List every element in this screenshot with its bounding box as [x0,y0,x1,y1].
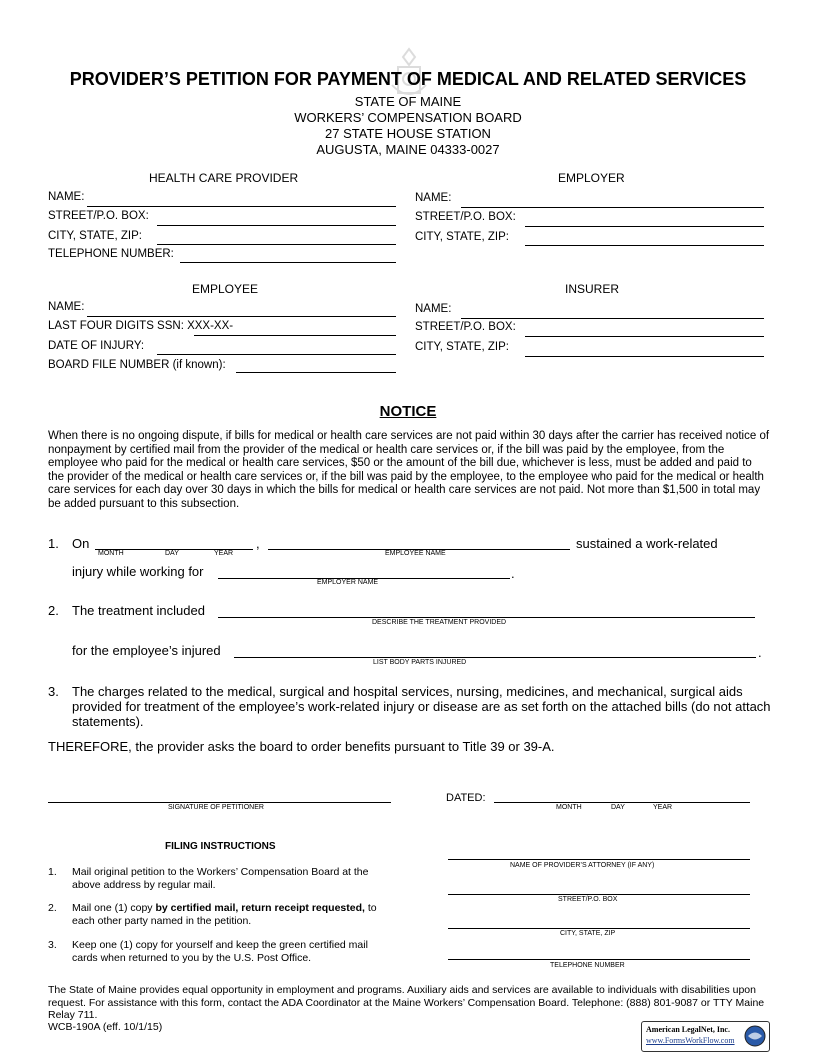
filing-item2-number: 2. [48,902,57,914]
filing-item1-text: Mail original petition to the Workers’ Compensation Board at the above address by regular mail. [72,866,369,891]
provider-phone-field[interactable] [180,262,396,263]
filing-item2-a: Mail one (1) copy [72,902,156,914]
filing-item3-text: Keep one (1) copy for yourself and keep the green certified mail cards when returned to you by the U.S. Post Office. [72,939,368,964]
agency-state: STATE OF MAINE [354,94,462,109]
employer-street-label: STREET/P.O. BOX: [415,211,516,223]
employee-board-field[interactable] [236,372,396,373]
filing-item2-bold: by certified mail, return receipt requested, [155,902,365,914]
employer-city-field[interactable] [525,245,764,246]
item1-period: . [511,566,515,581]
attorney-phone-caption: TELEPHONE NUMBER [550,962,625,969]
insurer-street-field[interactable] [525,336,764,337]
employee-heading: EMPLOYEE [192,282,259,296]
body-parts-field[interactable] [234,657,756,658]
provider-name-label: NAME: [48,191,85,203]
logo-line2: www.FormsWorkFlow.com [646,1036,735,1045]
signature-field[interactable] [48,802,391,803]
employee-name-field[interactable] [87,316,396,317]
notice-text: When there is no ongoing dispute, if bills for medical or health care services are not paid within 30 days after the carrier has received notice of nonpayment by certified mail from the provider of the medical or health care services or, if the bill was paid by the employee, from the employee who paid for the medical or health care services, $50 or the amount of the bill due, whichever is less, must be added and paid to the provider of the medical or health care services or, if the bill was paid by the employee, to the employee who paid for the medical or health care services for each day over 30 days in which the bills for medical or health care services are not paid. Not more than $1,500 in total may be added pursuant to this subsection. [48,430,770,510]
insurer-city-label: CITY, STATE, ZIP: [415,341,509,353]
footer-text: The State of Maine provides equal opportunity in employment and programs. Auxiliary aids and services are available to individuals with disabilities upon request. For assistance with this form, contact the ADA Coordinator at the Maine Workers’ Compensation Board. Telephone: (888) 801-9087 or TTY Maine Relay 711. [48,984,765,1021]
legalnet-logo [641,1021,770,1052]
item1-injury-working: injury while working for [72,564,204,579]
provider-street-field[interactable] [157,225,396,226]
filing-item3-number: 3. [48,939,57,951]
employer-heading: EMPLOYER [558,171,625,185]
dated-year-caption: YEAR [653,804,673,811]
form-title: PROVIDER’S PETITION FOR PAYMENT OF MEDICAL AND RELATED SERVICES [69,69,747,89]
notice-heading: NOTICE [379,403,437,420]
attorney-name-field[interactable] [448,859,750,860]
attorney-phone-field[interactable] [448,959,750,960]
item2-treatment: The treatment included [72,603,205,618]
agency-board: WORKERS’ COMPENSATION BOARD [294,110,522,125]
attorney-name-caption: NAME OF PROVIDER’S ATTORNEY (IF ANY) [510,862,655,869]
filing-heading: FILING INSTRUCTIONS [165,841,276,852]
item1-on: On [72,536,90,551]
filing-item2-text [72,902,382,927]
provider-heading: HEALTH CARE PROVIDER [149,171,299,185]
insurer-street-label: STREET/P.O. BOX: [415,321,516,333]
insurer-name-label: NAME: [415,303,452,315]
dated-month-caption: MONTH [556,804,582,811]
insurer-city-field[interactable] [525,356,764,357]
item1-comma: , [256,536,260,551]
agency-city: AUGUSTA, MAINE 04333-0027 [316,142,500,157]
provider-city-label: CITY, STATE, ZIP: [48,230,142,242]
dated-field[interactable] [494,802,750,803]
insurer-name-field[interactable] [461,318,764,319]
agency-station: 27 STATE HOUSE STATION [325,126,491,141]
employee-doi-field[interactable] [157,354,396,355]
employer-name-caption: EMPLOYER NAME [317,579,379,586]
describe-caption: DESCRIBE THE TREATMENT PROVIDED [372,619,507,626]
attorney-street-field[interactable] [448,894,750,895]
filing-item2-c: to each other party named in the petition. [72,902,377,927]
employee-board-label: BOARD FILE NUMBER (if known): [48,359,226,371]
employee-ssn-field[interactable] [194,335,396,336]
employee-name-caption: EMPLOYEE NAME [385,550,446,557]
signature-caption: SIGNATURE OF PETITIONER [168,804,264,811]
employer-street-field[interactable] [525,226,764,227]
item1-sustained: sustained a work-related [576,536,718,551]
provider-phone-label: TELEPHONE NUMBER: [48,248,174,260]
form-id: WCB-190A (eff. 10/1/15) [48,1021,163,1033]
day-caption: DAY [165,550,179,557]
attorney-street-caption: STREET/P.O. BOX [558,896,618,903]
body-parts-caption: LIST BODY PARTS INJURED [373,659,467,666]
employer-name-field[interactable] [461,207,764,208]
therefore-text: THEREFORE, the provider asks the board to order benefits pursuant to Title 39 or 39-A. [48,739,555,754]
attorney-city-field[interactable] [448,928,750,929]
provider-street-label: STREET/P.O. BOX: [48,210,149,222]
filing-item1-number: 1. [48,866,57,878]
item2-for-employee: for the employee’s injured [72,643,221,658]
treatment-field[interactable] [218,617,755,618]
employee-ssn-label: LAST FOUR DIGITS SSN: XXX-XX- [48,320,234,332]
item3-charges: The charges related to the medical, surgical and hospital services, nursing, medicines, and mechanical, surgical aids provided for treatment of the employee’s work-related injury or disease are as set forth on the attached bills (do not attach statements). [72,684,771,729]
logo-line1: American LegalNet, Inc. [646,1025,730,1034]
month-caption: MONTH [98,550,124,557]
item2-number: 2. [48,603,59,618]
employee-name-label: NAME: [48,301,85,313]
provider-city-field[interactable] [157,244,396,245]
item1-number: 1. [48,536,59,551]
item3-number: 3. [48,684,59,699]
insurer-heading: INSURER [565,282,620,296]
provider-name-field[interactable] [87,206,396,207]
item2-period: . [758,645,762,660]
year-caption: YEAR [214,550,234,557]
employer-name-label: NAME: [415,192,452,204]
globe-icon [744,1025,766,1047]
attorney-city-caption: CITY, STATE, ZIP [560,930,616,937]
dated-label: DATED: [446,792,486,804]
employer-city-label: CITY, STATE, ZIP: [415,231,509,243]
employee-doi-label: DATE OF INJURY: [48,340,145,352]
dated-day-caption: DAY [611,804,625,811]
